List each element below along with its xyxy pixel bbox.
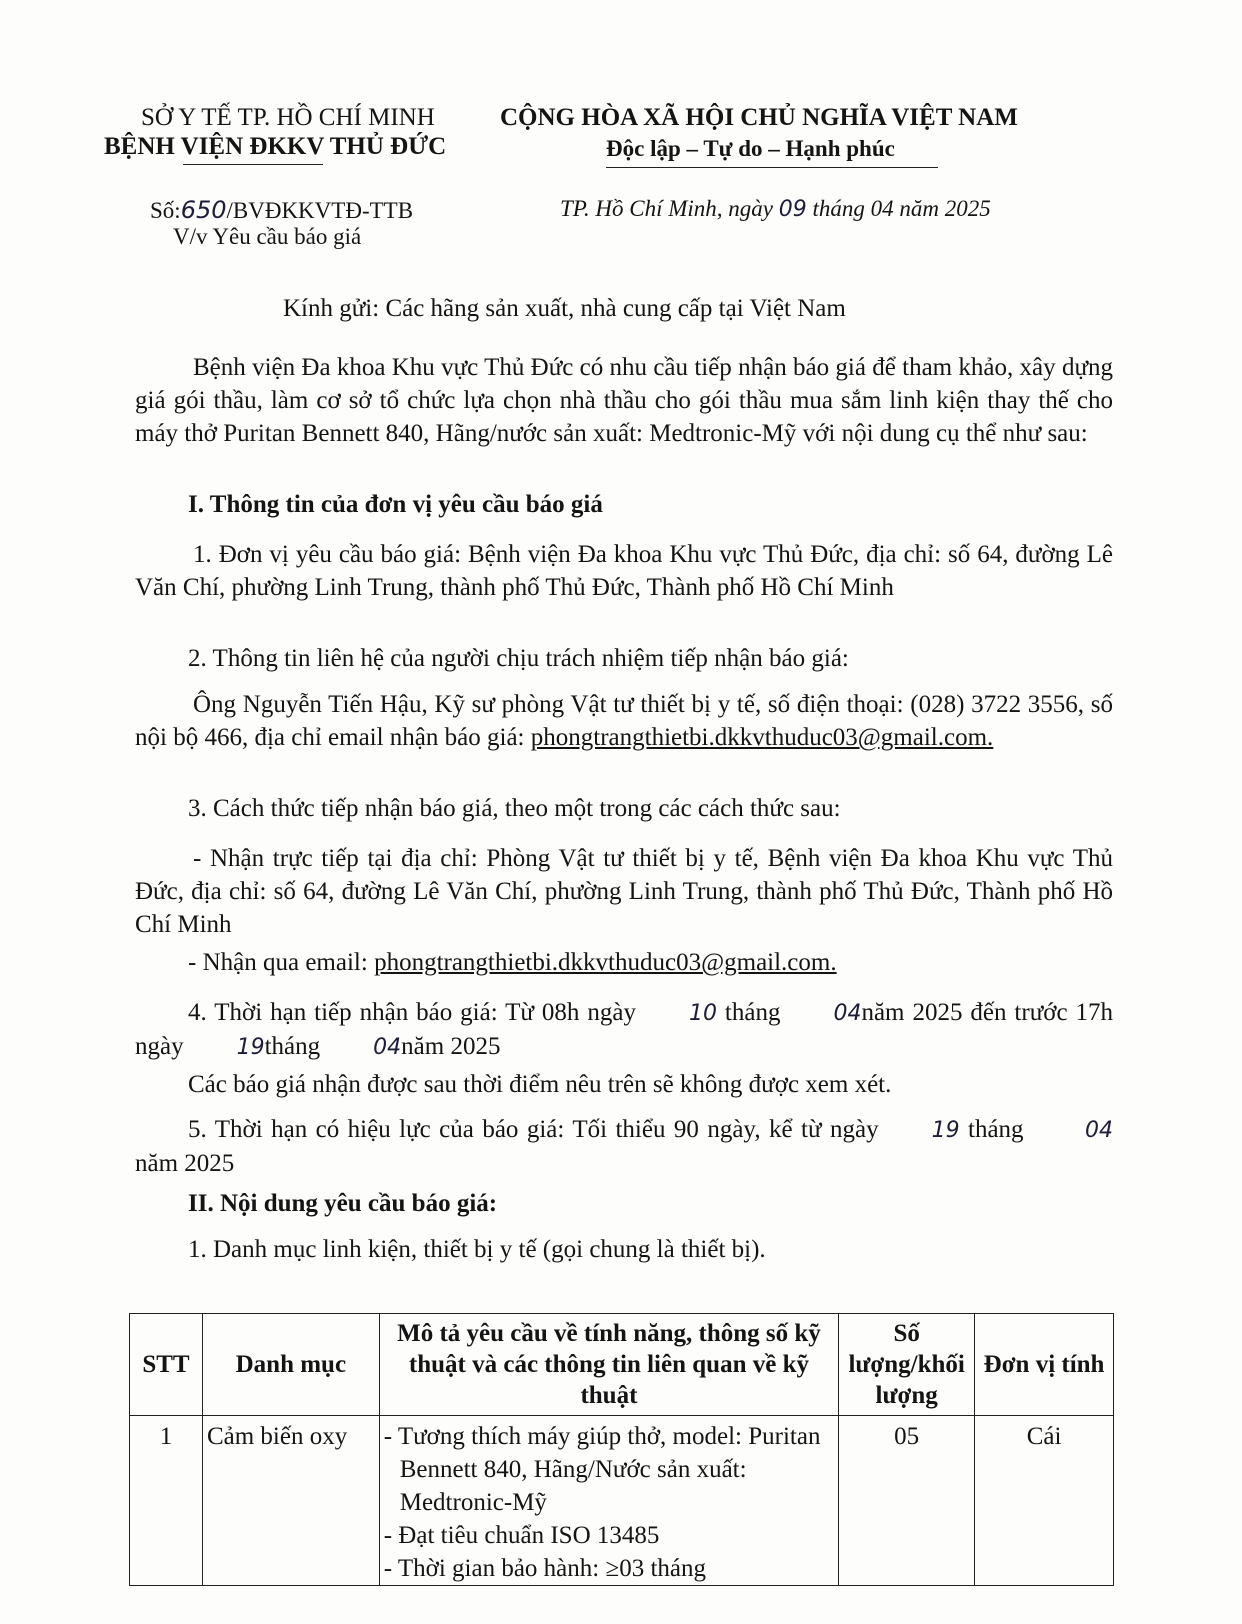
handwritten-start-month: 04 (833, 1001, 862, 1026)
spec-compatibility: - Tương thích máy giúp thở, model: Puritan Bennett 840, Hãng/Nước sản xuất: Medtronic-Mỹ (383, 1423, 821, 1516)
section-2-title: II. Nội dung yêu cầu báo giá: (188, 1190, 498, 1217)
date-prefix: TP. Hồ Chí Minh, ngày (560, 196, 773, 221)
nation-motto: Độc lập – Tự do – Hạnh phúc (606, 136, 895, 161)
section-2-item-1: 1. Danh mục linh kiện, thiết bị y tế (gọi chung là thiết bị). (188, 1236, 766, 1263)
validity-text-b: tháng (968, 1116, 1024, 1143)
header-right-rule (606, 167, 938, 168)
nation-title: CỘNG HÒA XÃ HỘI CHỦ NGHĨA VIỆT NAM (500, 104, 1018, 131)
date-suffix: tháng 04 năm 2025 (812, 196, 991, 221)
spec-warranty: - Thời gian bảo hành: ≥03 tháng (383, 1555, 706, 1582)
handwritten-number: 650 (180, 196, 227, 224)
equipment-table (129, 1313, 1114, 1586)
header-name: Danh mục (202, 1314, 379, 1416)
cell-name: Cảm biến oxy (202, 1416, 379, 1586)
section-1-title: I. Thông tin của đơn vị yêu cầu báo giá (188, 491, 603, 518)
cell-unit: Cái (975, 1416, 1114, 1586)
header-left-rule (183, 164, 323, 165)
header-stt: STT (130, 1314, 203, 1416)
email-delivery-prefix: - Nhận qua email: (188, 949, 368, 976)
salutation: Kính gửi: Các hãng sản xuất, nhà cung cấp tại Việt Nam (283, 295, 846, 322)
deadline-text-d: tháng (264, 1033, 321, 1060)
email-delivery-address[interactable]: phongtrangthietbi.dkkvthuduc03@gmail.com. (374, 949, 837, 976)
section-1-item-3-title: 3. Cách thức tiếp nhận báo giá, theo một trong các cách thức sau: (188, 795, 841, 822)
handwritten-validity-month: 04 (1085, 1118, 1113, 1143)
deadline-text-c: năm 2025 đến trước 17h ngày (135, 999, 1114, 1060)
header-quantity: Số lượng/khối lượng (839, 1314, 975, 1416)
deadline-text-a: 4. Thời hạn tiếp nhận báo giá: Từ 08h ngày (188, 999, 636, 1026)
deadline-text-b: tháng (724, 999, 781, 1026)
agency-name-line1: SỞ Y TẾ TP. HỒ CHÍ MINH (141, 104, 435, 131)
section-1-item-1: 1. Đơn vị yêu cầu báo giá: Bệnh viện Đa khoa Khu vực Thủ Đức, địa chỉ: số 64, đường Lê Văn Chí, phường Linh Trung, thành phố Thủ Đức, Thành phố Hồ Chí Minh (135, 541, 1113, 601)
header-description: Mô tả yêu cầu về tính năng, thông số kỹ thuật và các thông tin liên quan về kỹ thuật (379, 1314, 838, 1416)
email-delivery-line (188, 949, 837, 977)
handwritten-end-month: 04 (373, 1035, 402, 1060)
spec-standard: - Đạt tiêu chuẩn ISO 13485 (383, 1522, 660, 1549)
contact-email[interactable]: phongtrangthietbi.dkkvthuduc03@gmail.com. (530, 724, 994, 751)
table-header-row (130, 1314, 1114, 1416)
handwritten-start-day: 10 (688, 1001, 717, 1026)
contact-details: Ông Nguyễn Tiến Hậu, Kỹ sư phòng Vật tư thiết bị y tế, số điện thoại: (028) 3722 3556, số nội bộ 466, địa chỉ email nhận báo giá: (135, 691, 1113, 751)
direct-delivery-paragraph: - Nhận trực tiếp tại địa chỉ: Phòng Vật tư thiết bị y tế, Bệnh viện Đa khoa Khu vực Thủ Đức, địa chỉ: số 64, đường Lê Văn Chí, phường Linh Trung, thành phố Thủ Đức, Thành phố Hồ Chí Minh (135, 845, 1113, 938)
cell-description (379, 1416, 838, 1586)
section-1-item-2-title: 2. Thông tin liên hệ của người chịu trách nhiệm tiếp nhận báo giá: (188, 645, 849, 672)
agency-name-line2: BỆNH VIỆN ĐKKV THỦ ĐỨC (104, 133, 447, 160)
cell-stt: 1 (130, 1416, 203, 1586)
handwritten-day: 09 (778, 197, 807, 222)
validity-paragraph (135, 1113, 1113, 1180)
deadline-paragraph (135, 996, 1113, 1064)
date-line (560, 196, 991, 222)
document-number (150, 196, 413, 224)
validity-text-a: 5. Thời hạn có hiệu lực của báo giá: Tối thiểu 90 ngày, kể từ ngày (188, 1116, 879, 1143)
late-note: Các báo giá nhận được sau thời điểm nêu trên sẽ không được xem xét. (188, 1071, 892, 1098)
validity-text-c: năm 2025 (135, 1150, 235, 1177)
document-number-suffix: /BVĐKKVTĐ-TTB (226, 198, 414, 223)
cell-quantity: 05 (839, 1416, 975, 1586)
table-row (130, 1416, 1114, 1586)
contact-paragraph (135, 688, 1113, 754)
header-unit: Đơn vị tính (975, 1314, 1114, 1416)
deadline-text-e: năm 2025 (401, 1033, 501, 1060)
document-subject: V/v Yêu cầu báo giá (173, 224, 362, 249)
handwritten-end-day: 19 (236, 1035, 265, 1060)
handwritten-validity-day: 19 (931, 1118, 960, 1143)
intro-paragraph: Bệnh viện Đa khoa Khu vực Thủ Đức có nhu cầu tiếp nhận báo giá để tham khảo, xây dựng giá gói thầu, làm cơ sở tổ chức lựa chọn nhà thầu cho gói thầu mua sắm linh kiện thay thế cho máy thở Puritan Bennett 840, Hãng/nước sản xuất: Medtronic-Mỹ với nội dung cụ thể như sau: (135, 354, 1113, 447)
document-number-prefix: Số: (150, 198, 181, 223)
